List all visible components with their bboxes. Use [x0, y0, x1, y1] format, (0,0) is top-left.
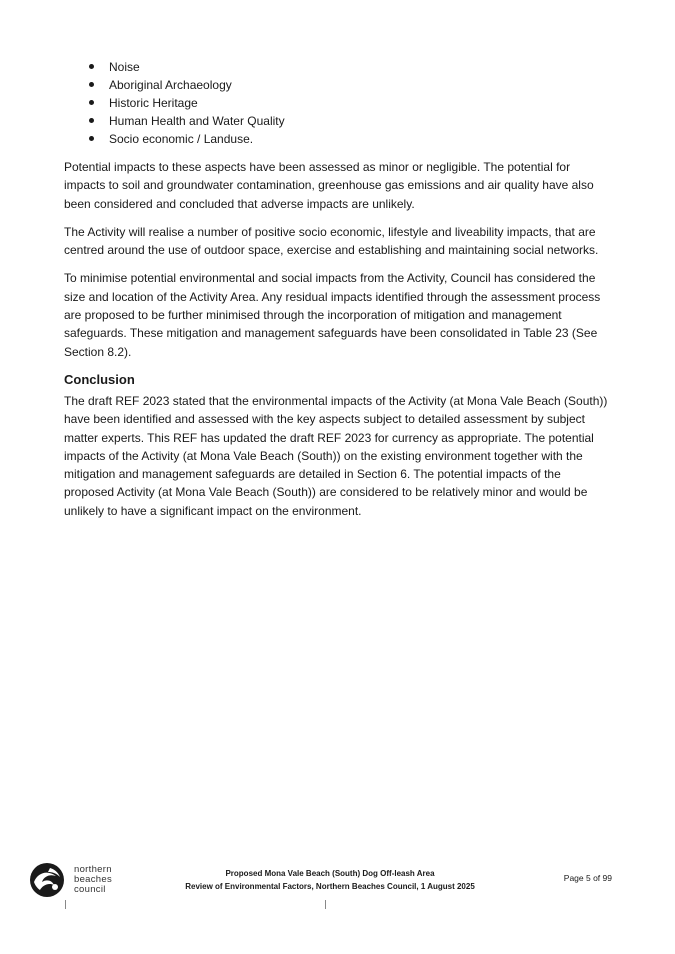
conclusion-paragraph: The draft REF 2023 stated that the environmental impacts of the Activity (at Mona Vale Beach (South)) have been identified and assessed with the key aspects subject to detailed assessment by subject matter experts. This REF has updated the draft REF 2023 for currency as appropriate. The potential impacts of the Activity (at Mona Vale Beach (South)) on the existing environment together with the mitigation and management safeguards are detailed in Section 6. The potential impacts of the proposed Activity (at Mona Vale Beach (South)) are considered to be relatively minor and would be unlikely to have a significant impact on the environment. [64, 393, 608, 518]
aspect-list [64, 58, 612, 148]
paragraph: The Activity will realise a number of positive socio economic, lifestyle and liveability impacts, that are centred around the use of outdoor space, exercise and establishing and maintaining social networks. [64, 224, 599, 258]
list-item: Human Health and Water Quality [64, 112, 612, 130]
conclusion-heading: Conclusion [64, 371, 135, 387]
divider [65, 900, 66, 909]
logo-wordmark: northern beaches council [74, 864, 113, 895]
wave-logo-icon [28, 860, 68, 900]
page-content [64, 58, 612, 530]
list-item: Socio economic / Landuse. [64, 130, 612, 148]
divider [325, 900, 326, 909]
list-item: Historic Heritage [64, 94, 612, 112]
list-item: Aboriginal Archaeology [64, 76, 612, 94]
footer-line-2: Review of Environmental Factors, Northern Beaches Council, 1 August 2025 [185, 882, 475, 891]
list-item: Noise [64, 58, 612, 76]
paragraph: Potential impacts to these aspects have been assessed as minor or negligible. The potential for impacts to soil and groundwater contamination, greenhouse gas emissions and air quality have also been considered and concluded that adverse impacts are unlikely. [64, 160, 594, 211]
footer-line-1: Proposed Mona Vale Beach (South) Dog Off-leash Area [225, 869, 435, 878]
paragraph: To minimise potential environmental and social impacts from the Activity, Council has considered the size and location of the Activity Area. Any residual impacts identified through the assessment process are proposed to be further minimised through the incorporation of mitigation and management safeguards. These mitigation and management safeguards have been consolidated in Table 23 (See Section 8.2). [64, 271, 601, 359]
page-footer [0, 855, 675, 915]
footer-title [130, 867, 530, 893]
page-number: Page 5 of 99 [563, 873, 612, 883]
northern-beaches-logo [28, 860, 118, 900]
